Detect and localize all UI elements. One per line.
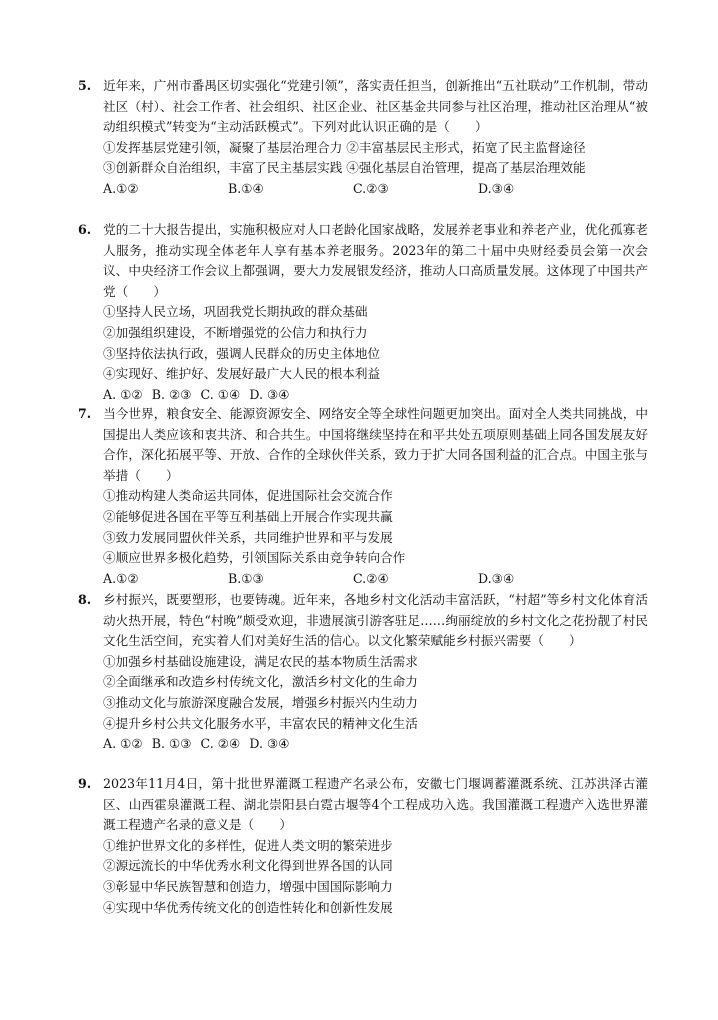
answer-choices: [78, 734, 648, 755]
choice-b: B.①④: [228, 180, 264, 196]
choice-a: A.①②: [103, 180, 139, 196]
statement-3: ③致力发展同盟伙伴关系，共同维护世界和平与发展: [103, 529, 393, 545]
question-8: [78, 590, 648, 755]
statement-1: ①坚持人民立场，巩固我党长期执政的群众基础: [103, 304, 368, 320]
question-text: 乡村振兴，既要塑形，也要铸魂。近年来，各地乡村文化活动丰富活跃，“村超”等乡村文化体育活动火热开展，特色“村晚”颇受欢迎，非遗展演引游客驻足……绚丽绽放的乡村文化之花扮靓了村民文化生活空间，充实着人们对美好生活的信心。以文化繁荣赋能乡村振兴需要（ ）: [103, 592, 648, 649]
statement-2: ②加强组织建设，不断增强党的公信力和执行力: [103, 324, 368, 340]
question-stem: [78, 76, 648, 138]
choice-c: C.②④: [353, 570, 389, 586]
question-7: [78, 404, 648, 589]
statement-2: ②能够促进各国在平等互利基础上开展合作实现共赢: [103, 508, 393, 524]
choice-b: B.①③: [228, 570, 264, 586]
choice-a: A. ①②: [103, 736, 143, 752]
statement-1: ①推动构建人类命运共同体，促进国际社会交流合作: [103, 488, 393, 504]
answer-choices: [78, 385, 648, 406]
statement-line: ①发挥基层党建引领，凝聚了基层治理合力 ②丰富基层民主形式，拓宽了民主监督途径: [103, 139, 586, 155]
choice-d: D. ③④: [249, 736, 290, 752]
question-number: 8.: [78, 592, 92, 607]
question-number: 6.: [78, 222, 92, 237]
statement-4: ④顺应世界多极化趋势，引领国际关系由竞争转向合作: [103, 550, 406, 566]
statement-3: ③坚持依法执行政，强调人民群众的历史主体地位: [103, 345, 381, 361]
statement-3: ③推动文化与旅游深度融合发展，增强乡村振兴内生动力: [103, 694, 418, 710]
answer-choices: [78, 179, 648, 200]
statement-1: ①加强乡村基础设施建设，满足农民的基本物质生活需求: [103, 653, 418, 669]
question-stem: [78, 404, 648, 486]
statement-4: ④实现好、维护好、发展好最广大人民的根本利益: [103, 366, 381, 382]
question-6: [78, 220, 648, 405]
question-text: 近年来，广州市番禺区切实强化“党建引领”，落实责任担当，创新推出“五社联动”工作机制，带动社区（村）、社会工作者、社会组织、社区企业、社区基金共同参与社区治理，推动社区治理从“被动组织模式”转变为“主动活跃模式”。下列对此认识正确的是（ ）: [103, 78, 648, 135]
choice-d: D.③④: [478, 180, 515, 196]
choice-b: B. ①③: [151, 736, 192, 752]
choice-c: C. ②④: [200, 736, 241, 752]
choice-c: C. ①④: [200, 386, 241, 402]
question-5: [78, 76, 648, 200]
choice-d: D. ③④: [249, 386, 290, 402]
statement-line: ③创新群众自治组织，丰富了民主基层实践 ④强化基层自治管理，提高了基层治理效能: [103, 160, 586, 176]
statement-4: ④提升乡村公共文化服务水平，丰富农民的精神文化生活: [103, 715, 418, 731]
statement-1: ①维护世界文化的多样性，促进人类文明的繁荣进步: [103, 837, 393, 853]
question-text: 当今世界，粮食安全、能源资源安全、网络安全等全球性问题更加突出。面对全人类共同挑战，中国提出人类应该和衷共济、和合共生。中国将继续坚持在和平共处五项原则基础上同各国发展友好合作，深化拓展平等、开放、合作的全球伙伴关系，致力于扩大同各国利益的汇合点。中国主张与举措（ ）: [103, 406, 648, 483]
choice-a: A.①②: [103, 570, 139, 586]
statement-2: ②源远流长的中华优秀水利文化得到世界各国的认同: [103, 858, 393, 874]
choice-b: B. ②③: [151, 386, 192, 402]
question-text: 2023年11月4日，第十批世界灌溉工程遗产名录公布，安徽七门堰调蓄灌溉系统、江苏洪泽古灌区、山西霍泉灌溉工程、湖北崇阳县白霓古堰等4个工程成功入选。我国灌溉工程遗产入选世界灌溉工程遗产名录的意义是（ ）: [103, 776, 648, 833]
statement-4: ④实现中华优秀传统文化的创造性转化和创新性发展: [103, 899, 393, 915]
statement-2: ②全面继承和改造乡村传统文化，激活乡村文化的生命力: [103, 674, 418, 690]
question-number: 5.: [78, 78, 92, 93]
question-number: 9.: [78, 776, 92, 791]
question-number: 7.: [78, 406, 92, 421]
choice-d: D.③④: [478, 570, 515, 586]
statement-3: ③彰显中华民族智慧和创造力，增强中国国际影响力: [103, 878, 393, 894]
choice-c: C.②③: [353, 180, 389, 196]
answer-choices: [78, 569, 648, 590]
question-9: [78, 774, 648, 918]
choice-a: A. ①②: [103, 386, 143, 402]
question-stem: [78, 774, 648, 836]
question-text: 党的二十大报告提出，实施积极应对人口老龄化国家战略，发展养老事业和养老产业，优化孤寡老人服务，推动实现全体老年人享有基本养老服务。2023年的第二十届中央财经委员会第一次会议、中央经济工作会议上都强调，要大力发展银发经济，推动人口高质量发展。这体现了中国共产党（ ）: [103, 222, 648, 299]
question-stem: [78, 590, 648, 652]
question-stem: [78, 220, 648, 302]
